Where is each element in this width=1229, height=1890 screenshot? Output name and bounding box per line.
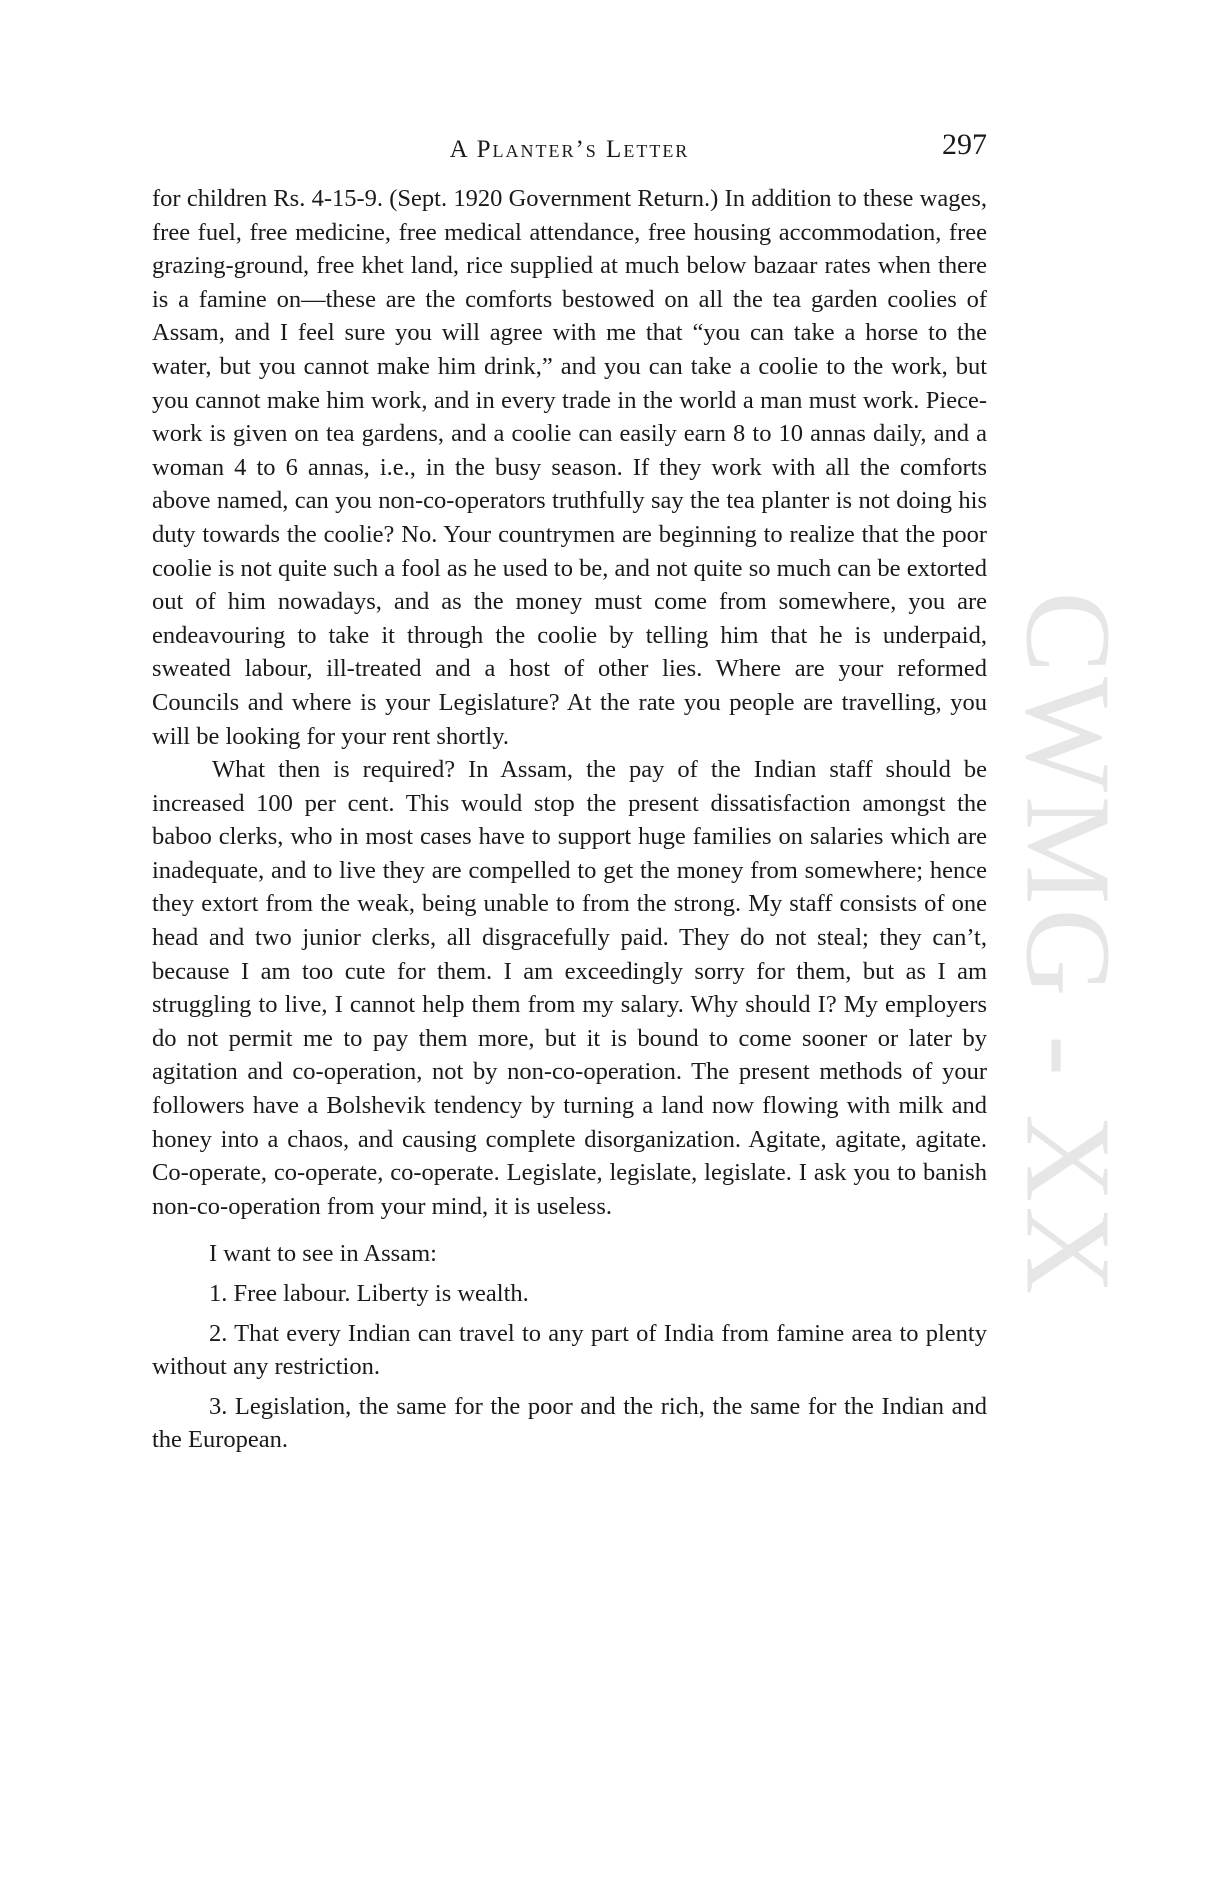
paragraph-1: for children Rs. 4-15-9. (Sept. 1920 Government Return.) In addition to these wages, free fuel, free medicine, free medical attendance, free housing accommodation, free grazing-ground, free khet land, rice supplied at much below bazaar rates when there is a famine on—these are the comforts bestowed on all the tea garden coolies of Assam, and I feel sure you will agree with me that “you can take a horse to the water, but you cannot make him drink,” and you can take a coolie to the work, but you cannot make him work, and in every trade in the world a man must work. Piece-work is given on tea gardens, and a coolie can easily earn 8 to 10 annas daily, and a woman 4 to 6 annas, i.e., in the busy season. If they work with all the comforts above named, can you non-co-operators truthfully say the tea planter is not doing his duty towards the coolie? No. Your countrymen are beginning to realize that the poor coolie is not quite such a fool as he used to be, and not quite so much can be extorted out of him nowadays, and as the money must come from somewhere, you are endeavouring to take it through the coolie by telling him that he is underpaid, sweated labour, ill-treated and a host of other lies. Where are your reformed Councils and where is your Legislature? At the rate you people are travelling, you will be looking for your rent shortly. — [152, 185, 987, 750]
paragraph-2: What then is required? In Assam, the pay of the Indian staff should be increased 100 per cent. This would stop the present dissatisfaction amongst the baboo clerks, who in most cases have to support huge families on salaries which are inadequate, and to live they are compelled to get the money from somewhere; hence they extort from the weak, being unable to from the strong. My staff consists of one head and two junior clerks, all disgracefully paid. They do not steal; they can’t, because I am too cute for them. I am exceedingly sorry for them, but as I am struggling to live, I cannot help them from my salary. Why should I? My employers do not permit me to pay them more, but it is bound to come sooner or later by agitation and co-operation, not by non-co-operation. The present methods of your followers have a Bolshevik tendency by turning a land now flowing with milk and honey into a chaos, and causing complete disorganization. Agitate, agitate, agitate. Co-operate, co-operate, co-operate. Legislate, legislate, legislate. I ask you to banish non-co-operation from your mind, it is useless. — [152, 756, 987, 1220]
list-intro: I want to see in Assam: — [209, 1240, 437, 1268]
page-number: 297 — [942, 128, 987, 161]
running-head — [152, 128, 987, 168]
watermark — [1000, 535, 1136, 1355]
body-text — [152, 182, 987, 1457]
list-item-1: 1. Free labour. Liberty is wealth. — [209, 1280, 529, 1307]
list-item-2: 2. That every Indian can travel to any part of India from famine area to plenty without any restriction. — [152, 1319, 987, 1381]
list-item-3: 3. Legislation, the same for the poor and the rich, the same for the Indian and the European. — [152, 1392, 987, 1454]
running-title: A Planter’s Letter — [449, 136, 690, 163]
watermark-text: CWMG - XX — [1000, 591, 1136, 1299]
